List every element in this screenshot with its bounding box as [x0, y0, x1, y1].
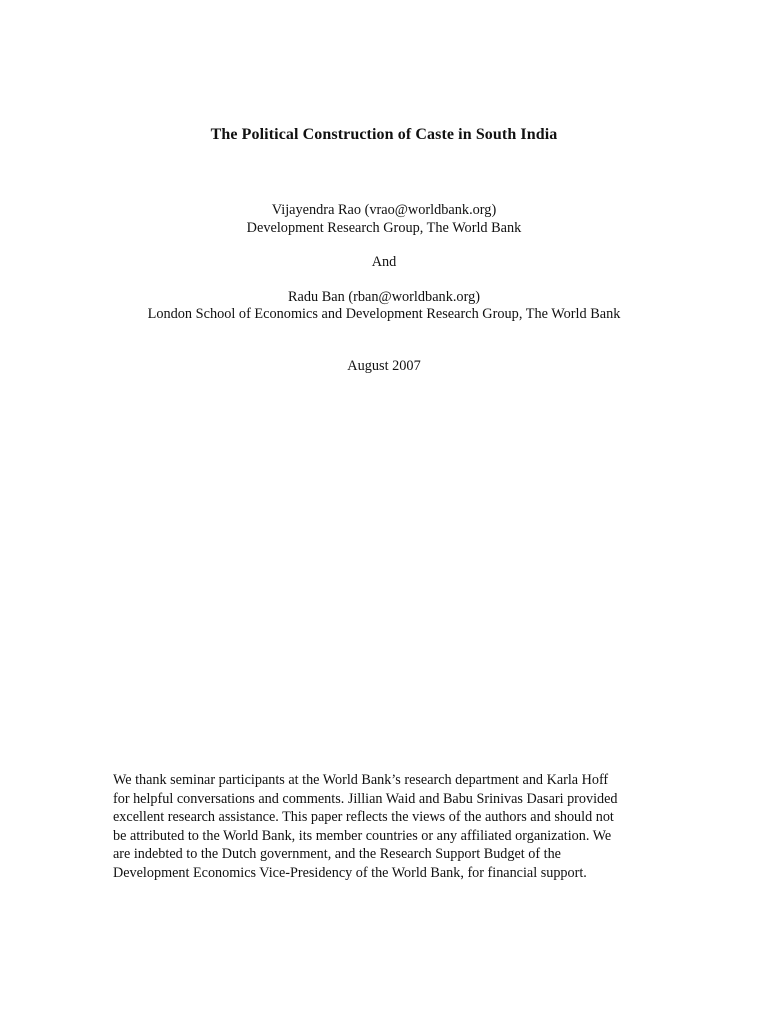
acknowledgement-line: Development Economics Vice-Presidency of the World Bank, for financial support.: [113, 864, 587, 881]
acknowledgement-line: be attributed to the World Bank, its member countries or any affiliated organization. We: [113, 827, 612, 844]
acknowledgement-line: excellent research assistance. This paper reflects the views of the authors and should not: [113, 809, 614, 826]
author2-name: Radu Ban (rban@worldbank.org): [288, 289, 480, 305]
author1-name: Vijayendra Rao (vrao@worldbank.org): [271, 202, 497, 218]
author-conjunction: And: [371, 254, 397, 270]
paper-title: The Political Construction of Caste in South India: [210, 126, 558, 143]
acknowledgement-line: are indebted to the Dutch government, and the Research Support Budget of the: [113, 846, 561, 863]
acknowledgement-line: for helpful conversations and comments. Jillian Waid and Babu Srinivas Dasari provided: [113, 790, 618, 807]
acknowledgement-line: We thank seminar participants at the World Bank’s research department and Karla Hoff: [113, 772, 609, 788]
acknowledgement-paragraph: [113, 771, 673, 883]
author1-affiliation: Development Research Group, The World Bank: [246, 220, 522, 236]
paper-date: August 2007: [347, 358, 421, 374]
author2-affiliation: London School of Economics and Development Research Group, The World Bank: [147, 306, 621, 322]
